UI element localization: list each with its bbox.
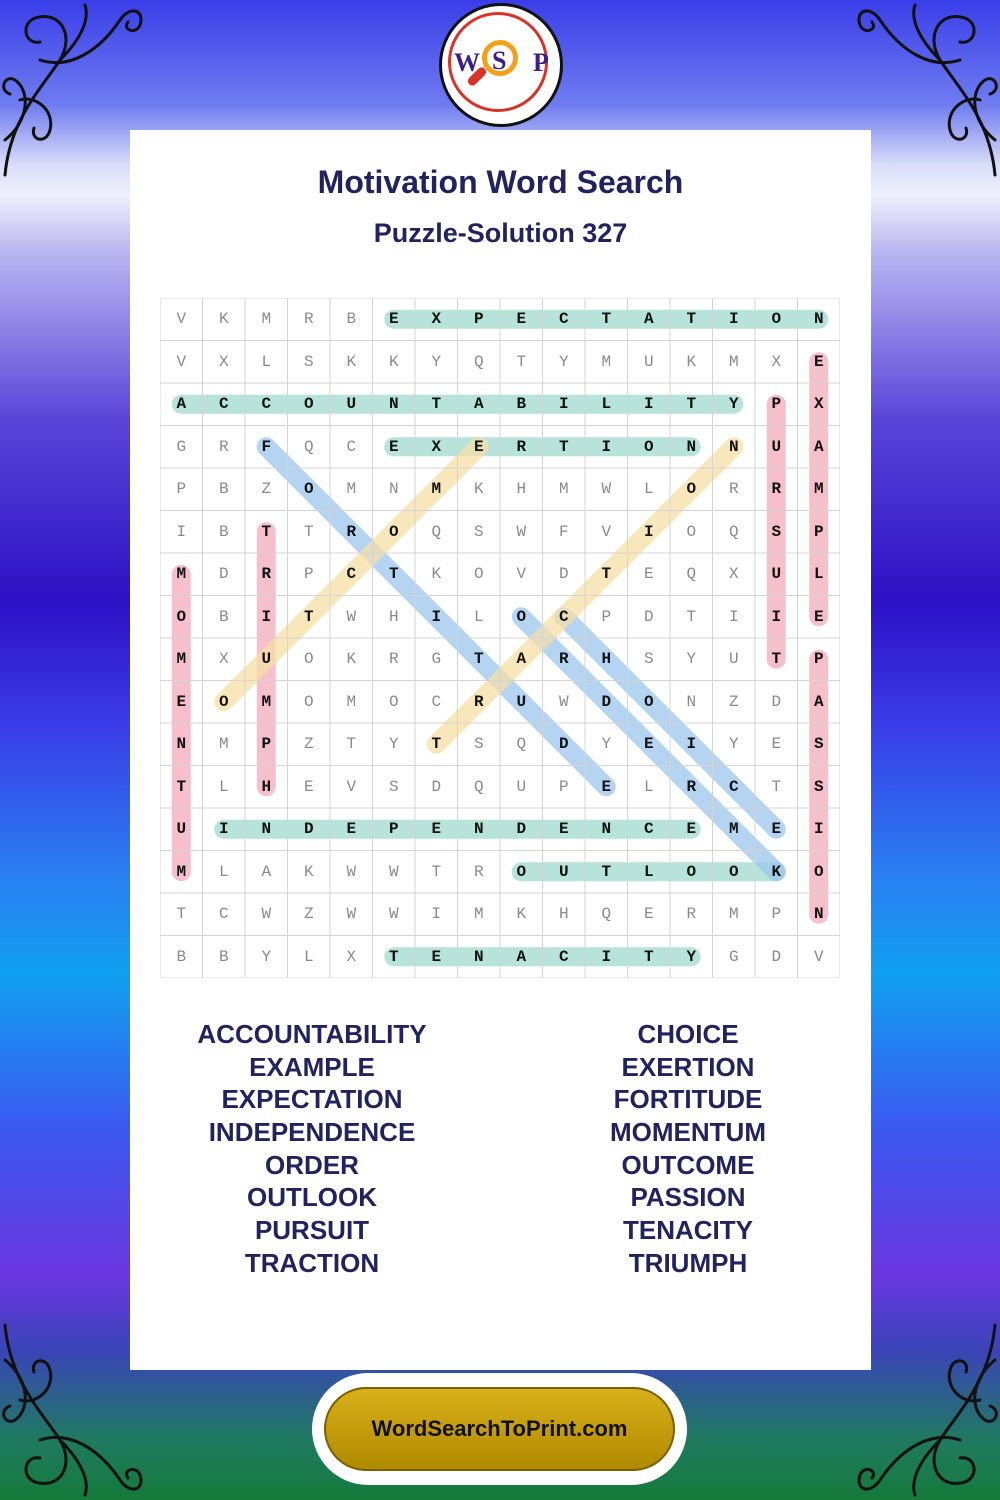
grid-cell[interactable]: B [218, 522, 229, 541]
grid-cell[interactable]: I [431, 905, 442, 923]
grid-cell[interactable]: E [516, 310, 527, 328]
grid-cell[interactable]: O [686, 480, 697, 498]
word-list-left [122, 1018, 502, 1280]
word-list-item: TRIUMPH [628, 1247, 748, 1278]
grid-cell[interactable]: R [558, 650, 569, 668]
grid-cell[interactable]: T [176, 777, 187, 796]
grid-cell[interactable]: T [346, 735, 357, 753]
grid-cell[interactable]: C [218, 395, 229, 413]
word-list-item: MOMENTUM [610, 1117, 766, 1148]
grid-cell[interactable]: M [431, 480, 442, 498]
grid-cell[interactable]: C [218, 905, 229, 923]
grid-cell[interactable]: I [813, 820, 824, 838]
grid-cell[interactable]: O [813, 862, 824, 881]
logo-letter-s: S [492, 46, 507, 75]
grid-cell[interactable]: V [601, 522, 612, 541]
grid-cell[interactable]: U [176, 820, 187, 838]
grid-cell[interactable]: S [643, 650, 654, 668]
grid-cell[interactable]: Z [303, 905, 314, 923]
grid-cell[interactable]: I [771, 607, 782, 626]
grid-cell[interactable]: O [176, 607, 187, 626]
grid-cell[interactable]: V [176, 352, 187, 371]
grid-cell[interactable]: H [558, 905, 569, 923]
grid-cell[interactable]: L [813, 565, 824, 583]
grid-cell[interactable]: D [643, 607, 654, 626]
corner-ornament-icon [850, 1320, 1000, 1500]
grid-cell[interactable]: N [686, 692, 697, 711]
grid-cell[interactable]: Q [473, 777, 484, 796]
grid-cell[interactable]: I [431, 607, 442, 626]
grid-cell[interactable]: H [388, 607, 399, 626]
page-subtitle: Puzzle-Solution 327 [373, 218, 628, 248]
grid-cell[interactable]: Y [601, 735, 612, 753]
grid-cell[interactable]: Q [473, 352, 484, 371]
grid-cell[interactable]: D [516, 820, 527, 838]
grid-cell[interactable]: V [516, 565, 527, 583]
grid-cell[interactable]: D [303, 820, 314, 838]
grid-cell[interactable]: T [303, 607, 314, 626]
grid-cell[interactable]: T [686, 310, 697, 328]
grid-cell[interactable]: W [346, 607, 357, 626]
grid-cell[interactable]: T [431, 735, 442, 753]
grid-cell[interactable]: Y [431, 352, 442, 371]
corner-ornament-icon [0, 1320, 150, 1500]
grid-cell[interactable]: E [346, 820, 357, 838]
word-list-item: EXPECTATION [221, 1084, 403, 1115]
grid-cell[interactable]: Y [388, 735, 399, 753]
grid-cell[interactable]: I [643, 522, 654, 541]
grid-cell[interactable]: P [558, 777, 569, 796]
grid-cell[interactable]: S [473, 522, 484, 541]
grid-cell[interactable]: O [643, 437, 654, 456]
grid-cell[interactable]: V [176, 310, 187, 328]
grid-cell[interactable]: U [771, 437, 782, 456]
grid-cell[interactable]: M [813, 480, 824, 498]
grid-cell[interactable]: A [516, 650, 527, 668]
grid-cell[interactable]: B [346, 310, 357, 328]
grid-cell[interactable]: C [558, 310, 569, 328]
grid-cell[interactable]: E [771, 735, 782, 753]
grid-cell[interactable]: T [261, 522, 272, 541]
grid-cell[interactable]: R [303, 310, 314, 328]
grid-cell[interactable]: P [813, 650, 824, 668]
grid-cell[interactable]: D [218, 565, 229, 583]
grid-cell[interactable]: X [218, 650, 229, 668]
grid-cell[interactable]: O [388, 522, 399, 541]
grid-cell[interactable]: C [431, 692, 442, 711]
grid-cell[interactable]: W [346, 862, 357, 881]
grid-cell[interactable]: M [728, 820, 739, 838]
grid-cell[interactable]: N [813, 310, 824, 328]
grid-cell[interactable]: K [346, 352, 357, 371]
logo-letter-p: P [533, 48, 549, 77]
grid-cell[interactable]: M [218, 735, 229, 753]
grid-cell[interactable]: W [346, 905, 357, 923]
grid-cell[interactable]: O [516, 862, 527, 881]
grid-cell[interactable]: E [176, 692, 187, 711]
grid-cell[interactable]: N [728, 437, 739, 456]
grid-cell[interactable]: L [643, 862, 654, 881]
grid-cell[interactable]: O [303, 650, 314, 668]
grid-cell[interactable]: T [558, 437, 569, 456]
grid-cell[interactable]: Y [261, 947, 272, 966]
grid-cell[interactable]: S [388, 777, 399, 796]
grid-cell[interactable]: P [176, 480, 187, 498]
grid-cell[interactable]: E [558, 820, 569, 838]
grid-cell[interactable]: H [261, 777, 272, 796]
grid-cell[interactable]: M [558, 480, 569, 498]
grid-cell[interactable]: T [601, 565, 612, 583]
grid-cell[interactable]: U [516, 777, 527, 796]
grid-cell[interactable]: F [261, 437, 272, 456]
grid-cell[interactable]: W [388, 905, 399, 923]
grid-cell[interactable]: Z [303, 735, 314, 753]
grid-cell[interactable]: N [686, 437, 697, 456]
grid-cell[interactable]: L [303, 947, 314, 966]
grid-cell[interactable]: I [728, 607, 739, 626]
grid-cell[interactable]: X [728, 565, 739, 583]
grid-cell[interactable]: K [473, 480, 484, 498]
grid-cell[interactable]: R [771, 480, 782, 498]
corner-ornament-icon [0, 0, 150, 180]
grid-cell[interactable]: M [176, 565, 187, 583]
grid-cell[interactable]: M [728, 905, 739, 923]
grid-cell[interactable]: B [176, 947, 187, 966]
grid-cell[interactable]: I [558, 395, 569, 413]
page-title: Motivation Word Search [317, 164, 684, 200]
grid-cell[interactable]: T [473, 650, 484, 668]
grid-cell[interactable]: A [261, 862, 272, 881]
grid-cell[interactable]: K [686, 352, 697, 371]
grid-cell[interactable]: T [431, 395, 442, 413]
word-list-item: CHOICE [637, 1019, 739, 1049]
grid-cell[interactable]: F [558, 522, 569, 541]
grid-cell[interactable]: H [516, 480, 527, 498]
grid-cell[interactable]: E [813, 352, 824, 371]
grid-cell[interactable]: I [728, 310, 739, 328]
grid-cell[interactable]: E [473, 437, 484, 456]
grid-cell[interactable]: S [303, 352, 314, 371]
grid-cell[interactable]: T [643, 947, 654, 966]
grid-cell[interactable]: X [771, 352, 782, 371]
grid-cell[interactable]: R [686, 905, 697, 923]
grid-cell[interactable]: Y [686, 947, 697, 966]
word-list-item: PURSUIT [254, 1215, 370, 1246]
grid-cell[interactable]: Z [261, 480, 272, 498]
grid-cell[interactable]: A [643, 310, 654, 328]
word-list-item: FORTITUDE [613, 1084, 763, 1115]
grid-cell[interactable]: Q [728, 522, 739, 541]
grid-cell[interactable]: T [601, 310, 612, 328]
grid-cell[interactable]: T [771, 777, 782, 796]
corner-ornament-icon [850, 0, 1000, 180]
grid-cell[interactable]: A [813, 437, 824, 456]
grid-cell[interactable]: M [601, 352, 612, 371]
grid-cell[interactable]: O [303, 692, 314, 711]
word-list-item: TENACITY [623, 1215, 753, 1246]
grid-cell[interactable]: I [218, 820, 229, 838]
grid-cell[interactable]: N [388, 480, 399, 498]
grid-cell[interactable]: Z [728, 692, 739, 711]
grid-cell[interactable]: T [771, 650, 782, 668]
grid-cell[interactable]: G [176, 437, 187, 456]
grid-cell[interactable]: M [261, 692, 272, 711]
grid-cell[interactable]: T [388, 947, 399, 966]
grid-cell[interactable]: K [388, 352, 399, 371]
grid-cell[interactable]: P [303, 565, 314, 583]
grid-cell[interactable]: L [218, 862, 229, 881]
grid-cell[interactable]: R [728, 480, 739, 498]
grid-cell[interactable]: W [558, 692, 569, 711]
grid-cell[interactable]: X [431, 437, 442, 456]
grid-cell[interactable]: P [813, 522, 824, 541]
grid-cell[interactable]: L [643, 777, 654, 796]
grid-cell[interactable]: B [218, 607, 229, 626]
grid-cell[interactable]: S [771, 522, 782, 541]
grid-cell[interactable]: P [771, 395, 782, 413]
grid-cell[interactable]: C [346, 437, 357, 456]
word-list-item: OUTLOOK [247, 1182, 377, 1213]
grid-cell[interactable]: T [303, 522, 314, 541]
word-search-grid [160, 298, 840, 978]
word-list-right [498, 1018, 878, 1280]
grid-cell[interactable]: R [388, 650, 399, 668]
grid-cell[interactable]: M [346, 692, 357, 711]
grid-cell[interactable]: Y [728, 735, 739, 753]
grid-cell[interactable]: L [643, 480, 654, 498]
grid-cell[interactable]: X [346, 947, 357, 966]
grid-cell[interactable]: N [261, 820, 272, 838]
grid-cell[interactable]: R [218, 437, 229, 456]
footer-badge [312, 1373, 687, 1485]
grid-cell[interactable]: B [516, 395, 527, 413]
grid-cell[interactable]: C [346, 565, 357, 583]
grid-cell[interactable]: O [643, 692, 654, 711]
grid-cell[interactable]: N [176, 735, 187, 753]
grid-cell[interactable]: D [771, 692, 782, 711]
grid-cell[interactable]: E [813, 607, 824, 626]
grid-cell[interactable]: T [388, 565, 399, 583]
grid-cell[interactable]: N [601, 820, 612, 838]
grid-cell[interactable]: I [176, 522, 187, 541]
grid-cell[interactable]: E [771, 820, 782, 838]
grid-cell[interactable]: N [813, 905, 824, 923]
grid-cell[interactable]: V [813, 947, 824, 966]
grid-cell[interactable]: T [431, 862, 442, 881]
grid-cell[interactable]: W [516, 522, 527, 541]
grid-cell[interactable]: E [303, 777, 314, 796]
grid-cell[interactable]: D [601, 692, 612, 711]
word-list-item: EXERTION [621, 1051, 755, 1082]
grid-cell[interactable]: I [643, 395, 654, 413]
grid-cell[interactable]: B [218, 480, 229, 498]
grid-cell[interactable]: P [473, 310, 484, 328]
grid-cell[interactable]: K [771, 862, 782, 881]
grid-cell[interactable]: E [431, 820, 442, 838]
grid-cell[interactable]: O [771, 310, 782, 328]
grid-cell[interactable]: T [686, 395, 697, 413]
grid-cell[interactable]: C [643, 820, 654, 838]
grid-cell[interactable]: X [218, 352, 229, 371]
grid-cell[interactable]: L [601, 395, 612, 413]
grid-cell[interactable]: P [771, 905, 782, 923]
grid-cell[interactable]: L [261, 352, 272, 371]
grid-cell[interactable]: E [388, 310, 399, 328]
grid-cell[interactable]: U [643, 352, 654, 371]
grid-cell[interactable]: O [218, 692, 229, 711]
grid-cell[interactable]: K [431, 565, 442, 583]
grid-cell[interactable]: D [558, 565, 569, 583]
grid-cell[interactable]: O [728, 862, 739, 881]
grid-cell[interactable]: U [516, 692, 527, 711]
grid-cell[interactable]: D [771, 947, 782, 966]
grid-cell[interactable]: I [686, 735, 697, 753]
grid-cell[interactable]: E [601, 777, 612, 796]
grid-cell[interactable]: V [346, 777, 357, 796]
grid-cell[interactable]: Q [431, 522, 442, 541]
grid-cell[interactable]: C [261, 395, 272, 413]
grid-cell[interactable]: S [813, 777, 824, 796]
grid-cell[interactable]: C [558, 607, 569, 626]
grid-cell[interactable]: T [516, 352, 527, 371]
grid-cell[interactable]: U [346, 395, 357, 413]
grid-cell[interactable]: W [601, 480, 612, 498]
grid-cell[interactable]: A [473, 395, 484, 413]
grid-cell[interactable]: C [728, 777, 739, 796]
grid-cell[interactable]: K [218, 310, 229, 328]
grid-cell[interactable]: O [303, 395, 314, 413]
grid-cell[interactable]: X [431, 310, 442, 328]
grid-cell[interactable]: R [473, 862, 484, 881]
grid-cell[interactable]: U [771, 565, 782, 583]
word-list-item: TRACTION [244, 1247, 380, 1278]
grid-cell[interactable]: O [303, 480, 314, 498]
grid-cell[interactable]: P [388, 820, 399, 838]
word-list-item: EXAMPLE [249, 1051, 375, 1082]
grid-cell[interactable]: D [431, 777, 442, 796]
grid-cell[interactable]: M [261, 310, 272, 328]
grid-cell[interactable]: K [346, 650, 357, 668]
grid-cell[interactable]: Q [303, 437, 314, 456]
grid-cell[interactable]: Y [558, 352, 569, 371]
grid-cell[interactable]: R [261, 565, 272, 583]
grid-cell[interactable]: U [558, 862, 569, 881]
grid-cell[interactable]: H [601, 650, 612, 668]
grid-cell[interactable]: I [601, 947, 612, 966]
grid-cell[interactable]: E [643, 735, 654, 753]
word-list-item: PASSION [630, 1182, 746, 1213]
grid-cell[interactable]: X [813, 395, 824, 413]
grid-cell[interactable]: Q [601, 905, 612, 923]
grid-cell[interactable]: Q [516, 735, 527, 753]
logo-letter-w: W [454, 48, 480, 77]
grid-cell[interactable]: I [261, 607, 272, 626]
grid-cell[interactable]: A [813, 692, 824, 711]
grid-cell[interactable]: L [473, 607, 484, 626]
word-list-item: ACCOUNTABILITY [197, 1019, 427, 1049]
grid-cell[interactable]: E [643, 905, 654, 923]
grid-cell[interactable]: Y [728, 395, 739, 413]
grid-cell[interactable]: B [218, 947, 229, 966]
grid-cell[interactable]: D [558, 735, 569, 753]
grid-cell[interactable]: O [686, 522, 697, 541]
grid-cell[interactable]: A [176, 395, 187, 413]
grid-cell[interactable]: G [728, 947, 739, 966]
grid-cell[interactable]: E [388, 437, 399, 456]
grid-cell[interactable]: S [473, 735, 484, 753]
site-logo[interactable] [439, 3, 563, 127]
grid-cell[interactable]: Y [686, 650, 697, 668]
grid-cell[interactable]: O [516, 607, 527, 626]
site-link[interactable]: WordSearchToPrint.com [324, 1387, 675, 1471]
grid-cell[interactable]: L [218, 777, 229, 796]
grid-cell[interactable]: U [261, 650, 272, 668]
grid-cell[interactable]: E [686, 820, 697, 838]
grid-cell[interactable]: N [473, 820, 484, 838]
grid-cell[interactable]: U [728, 650, 739, 668]
grid-cell[interactable]: M [176, 862, 187, 881]
grid-cell[interactable]: Q [686, 565, 697, 583]
grid-cell[interactable]: T [601, 862, 612, 881]
grid-cell[interactable]: P [261, 735, 272, 753]
grid-cell[interactable]: I [601, 437, 612, 456]
grid-cell[interactable]: R [346, 522, 357, 541]
word-list-item: ORDER [265, 1149, 359, 1180]
grid-cell[interactable]: R [473, 692, 484, 711]
grid-cell[interactable]: W [388, 862, 399, 881]
grid-cell[interactable]: S [813, 735, 824, 753]
grid-cell[interactable]: A [516, 947, 527, 966]
grid-cell[interactable]: M [346, 480, 357, 498]
grid-cell[interactable]: R [686, 777, 697, 796]
grid-cell[interactable]: O [388, 692, 399, 711]
grid-cell[interactable]: O [473, 565, 484, 583]
grid-cell[interactable]: T [686, 607, 697, 626]
grid-cell[interactable]: M [728, 352, 739, 371]
grid-cell[interactable]: G [431, 650, 442, 668]
grid-cell[interactable]: M [176, 650, 187, 668]
grid-cell[interactable]: W [261, 905, 272, 923]
grid-cell[interactable]: E [431, 947, 442, 966]
grid-cell[interactable]: C [558, 947, 569, 966]
word-list-item: OUTCOME [621, 1149, 755, 1180]
grid-cell[interactable]: N [473, 947, 484, 966]
grid-cell[interactable]: T [176, 905, 187, 923]
grid-cell[interactable]: K [516, 905, 527, 923]
grid-cell[interactable]: O [686, 862, 697, 881]
grid-cell[interactable]: R [516, 437, 527, 456]
grid-cell[interactable]: N [388, 395, 399, 413]
grid-cell[interactable]: M [473, 905, 484, 923]
grid-cell[interactable]: P [601, 607, 612, 626]
word-list-item: INDEPENDENCE [208, 1117, 416, 1148]
grid-cell[interactable]: E [643, 565, 654, 583]
grid-cell[interactable]: K [303, 862, 314, 881]
